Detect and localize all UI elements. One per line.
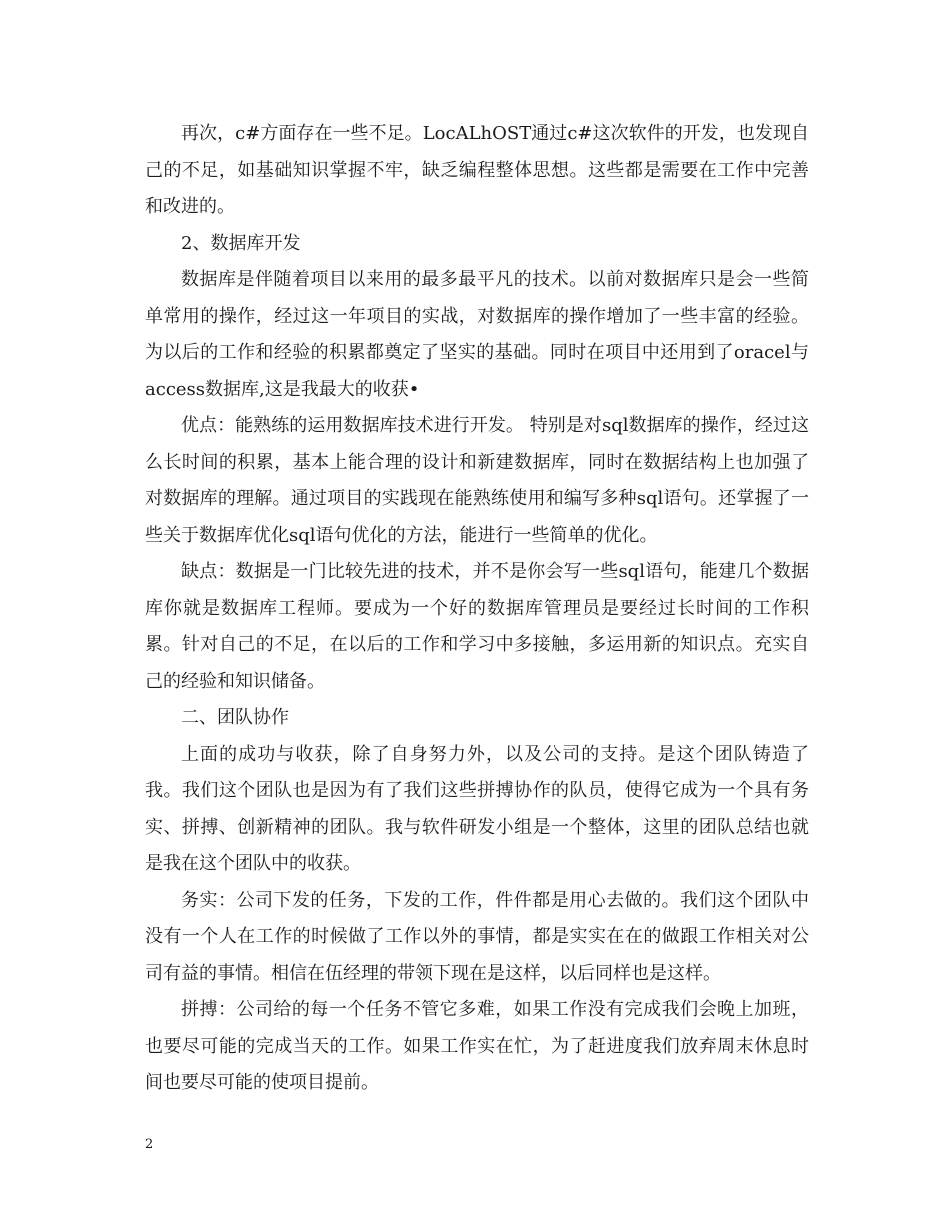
paragraph-database-intro: 数据库是伴随着项目以来用的最多最平凡的技术。以前对数据库只是会一些简单常用的操作，经过这一年项目的实战，对数据库的操作增加了一些丰富的经验。为以后的工作和经验的积累都奠定了坚实的基础。同时在项目中还用到了oracel与 access数据库,这是我最大的收获• (145, 269, 809, 400)
paragraph-team-hardworking: 拼搏：公司给的每一个任务不管它多难，如果工作没有完成我们会晚上加班，也要尽可能的完成当天的工作。如果工作实在忙，为了赶进度我们放弃周末休息时间也要尽可能的使项目提前。 (145, 999, 809, 1093)
section-heading-database-development: 2、数据库开发 (181, 232, 301, 254)
paragraph-csharp-shortcomings: 再次，c#方面存在一些不足。LocALhOST通过c#这次软件的开发，也发现自己的不足，如基础知识掌握不牢，缺乏编程整体思想。这些都是需要在工作中完善和改进的。 (145, 123, 809, 217)
section-heading-teamwork: 二、团队协作 (181, 707, 289, 728)
paragraph-team-pragmatic: 务实：公司下发的任务，下发的工作，件件都是用心去做的。我们这个团队中没有一个人在工作的时候做了工作以外的事情，都是实实在在的做跟工作相关对公司有益的事情。相信在伍经理的带领下现在是这样，以后同样也是这样。 (145, 889, 809, 984)
page-number: 2 (145, 1137, 154, 1152)
paragraph-database-weaknesses: 缺点：数据是一门比较先进的技术，并不是你会写一些sql语句，能建几个数据库你就是数据库工程师。要成为一个好的数据库管理员是要经过长时间的工作积累。针对自己的不足，在以后的工作和学习中多接触，多运用新的知识点。充实自己的经验和知识储备。 (145, 561, 809, 692)
paragraph-team-intro: 上面的成功与收获，除了自身努力外，以及公司的支持。是这个团队铸造了我。我们这个团队也是因为有了我们这些拼搏协作的队员，使得它成为一个具有务实、拼搏、创新精神的团队。我与软件研发小组是一个整体，这里的团队总结也就是我在这个团队中的收获。 (145, 743, 809, 874)
document-body (145, 116, 809, 1102)
paragraph-database-strengths: 优点：能熟练的运用数据库技术进行开发。 特别是对sql数据库的操作，经过这么长时间的积累，基本上能合理的设计和新建数据库，同时在数据结构上也加强了对数据库的理解。通过项目的实践现在能熟练使用和编写多种sql语句。还掌握了一些关于数据库优化sql语句优化的方法，能进行一些简单的优化。 (145, 415, 809, 546)
